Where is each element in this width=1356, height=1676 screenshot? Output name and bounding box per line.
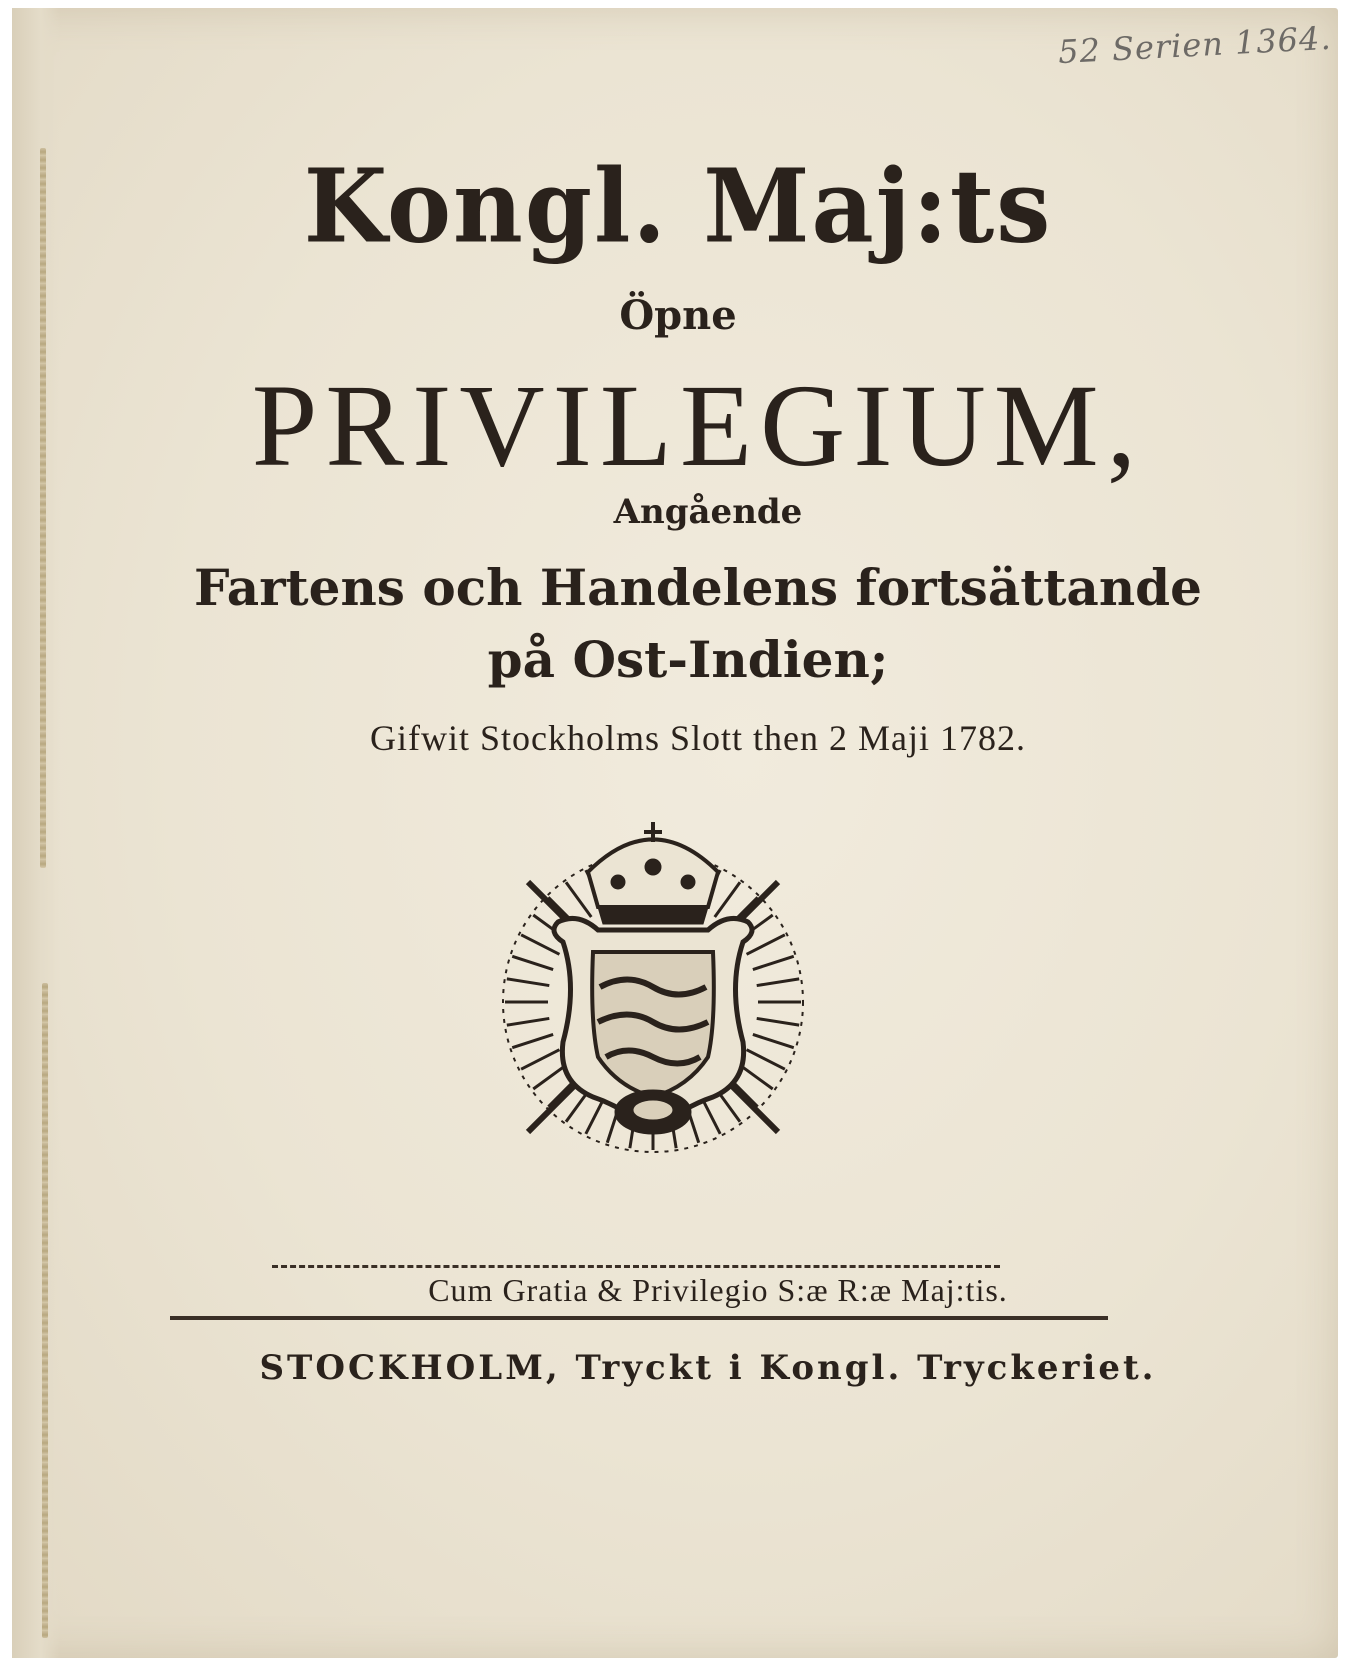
title-line-angaende: Angående [613,492,803,532]
glory-ray [507,979,549,986]
glory-ray [747,935,785,955]
glory-ray [753,956,794,969]
title-line-fartens: Fartens och Handelens fortsättande [194,558,1202,617]
glory-ray [507,1018,549,1025]
title-line-ost-indien: på Ost-Indien; [487,630,889,689]
binding-thread-bottom [42,983,48,1638]
glory-ray [747,1050,785,1070]
glory-ray [512,956,553,969]
title-line-opne: Öpne [619,292,737,339]
title-line-date: Gifwit Stockholms Slott then 2 Maji 1782. [369,718,1026,758]
glory-ray [757,1018,799,1025]
title-line-kongl: Kongl. Maj:ts [303,147,1053,266]
privilege-line: Cum Gratia & Privilegio S:æ R:æ Maj:tis. [428,1272,1008,1308]
rule-lower [170,1316,1108,1320]
glory-ray [512,1034,553,1047]
title-line-privilegium: PRIVILEGIUM, [251,360,1145,491]
glory-ray [566,882,591,917]
pencil-catalog-note: 52 Serien 1364. [1057,18,1333,72]
rule-upper [272,1265,1000,1268]
glory-ray [521,1050,559,1070]
glory-ray [757,979,799,986]
glory-ray [521,935,559,955]
printer-line: STOCKHOLM, Tryckt i Kongl. Tryckeriet. [259,1348,1157,1388]
royal-crown-coat-of-arms-icon [488,812,818,1162]
glory-ray [753,1034,794,1047]
glory-ray [715,882,740,917]
